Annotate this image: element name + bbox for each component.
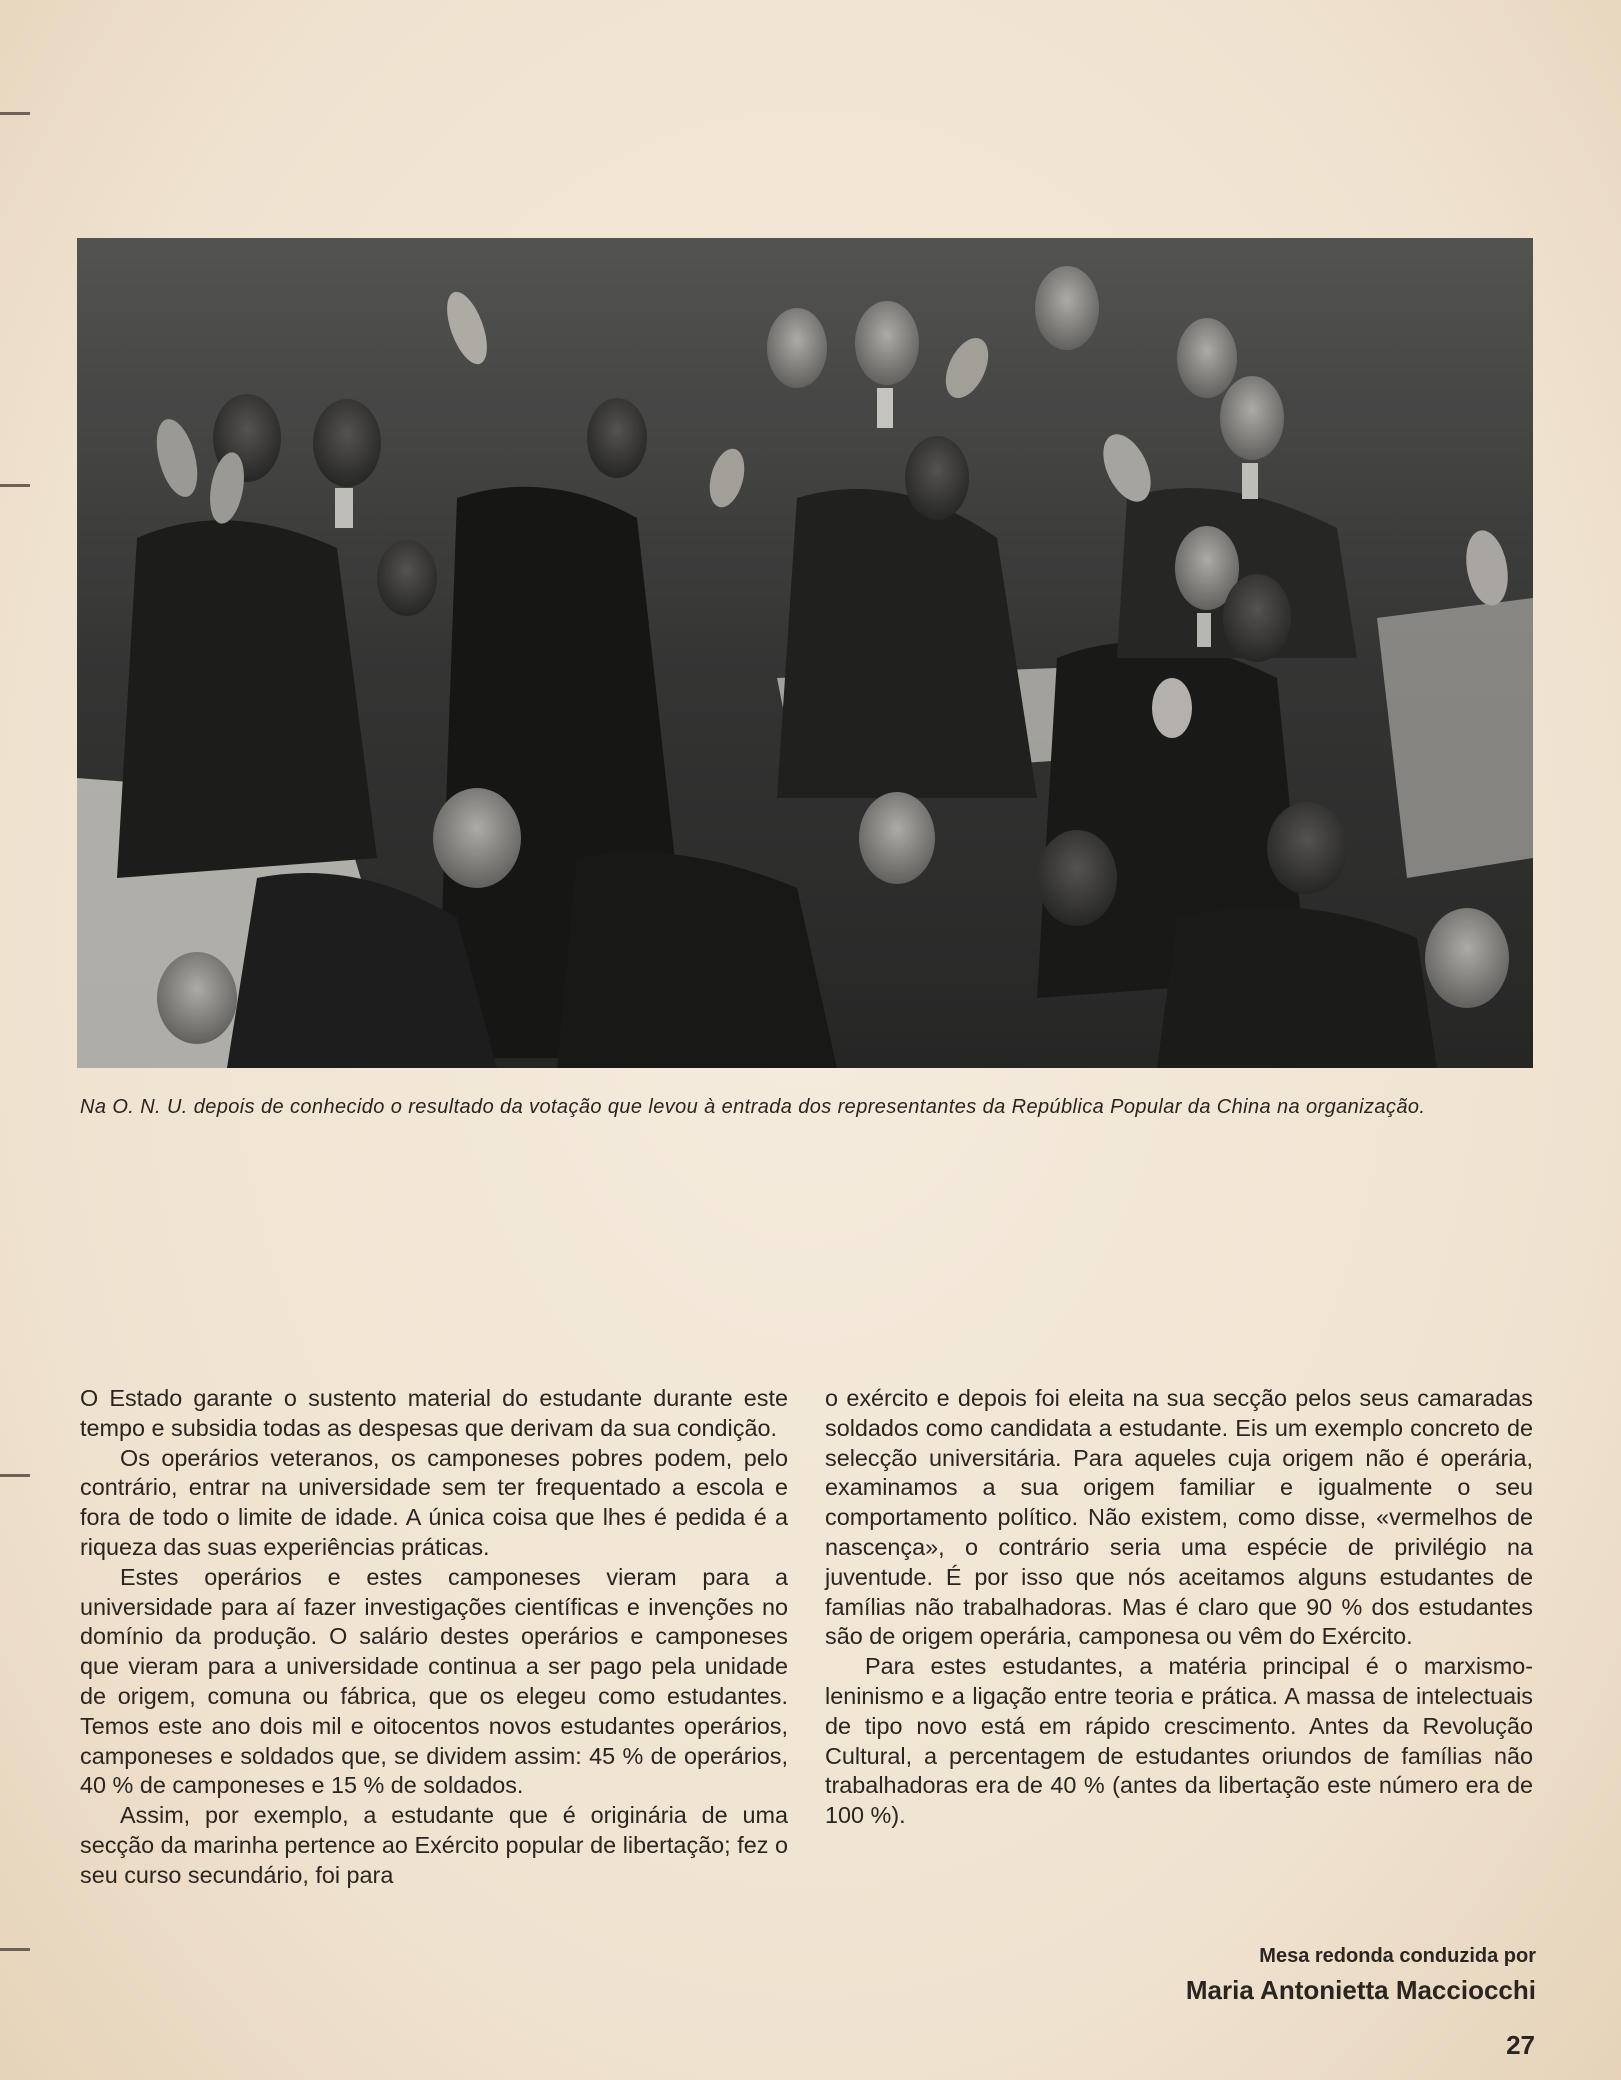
paragraph: Assim, por exemplo, a estudante que é originária de uma secção da marinha pertence ao Exército popular de libertação; fez o seu curso secundário, foi para — [80, 1802, 788, 1888]
punch-mark — [0, 1948, 30, 1951]
paragraph: O Estado garante o sustento material do estudante durante este tempo e subsidia todas as despesas que derivam da sua condição. — [80, 1385, 788, 1441]
news-photo — [77, 238, 1533, 1068]
signature-author: Maria Antonietta Macciocchi — [1185, 1975, 1536, 2005]
news-photo-graphic — [77, 238, 1533, 1068]
photo-caption: Na O. N. U. depois de conhecido o resultado da votação que levou à entrada dos representantes da República Popular da China na organização. — [80, 1096, 1426, 1118]
paragraph: Para estes estudantes, a matéria principal é o marxismo-leninismo e a ligação entre teoria e prática. A massa de intelectuais de tipo novo está em rápido crescimento. Antes da Revolução Cultural, a percentagem de estudantes oriundos de famílias não trabalhadoras era de 40 % (antes da libertação este número era de 100 %). — [825, 1653, 1533, 1829]
punch-mark — [0, 1474, 30, 1477]
punch-mark — [0, 484, 30, 487]
paragraph: o exército e depois foi eleita na sua secção pelos seus camaradas soldados como candidata a estudante. Eis um exemplo concreto de selecção universitária. Para aqueles cuja origem não é operária, examinamos a sua origem familiar e igualmente o seu comportamento político. Não existem, como disse, «vermelhos de nascença», o contrário seria uma espécie de privilégio na juventude. É por isso que nós aceitamos alguns estudantes de famílias não trabalhadoras. Mas é claro que 90 % dos estudantes são de origem operária, camponesa ou vêm do Exército. — [825, 1385, 1533, 1650]
paragraph: Estes operários e estes camponeses vieram para a universidade para aí fazer investigações científicas e invenções no domínio da produção. O salário destes operários e camponeses que vieram para a universidade continua a ser pago pela unidade de origem, comuna ou fábrica, que os elegeu como estudantes. Temos este ano dois mil e oitocentos novos estudantes operários, camponeses e soldados que, se dividem assim: 45 % de operários, 40 % de camponeses e 15 % de soldados. — [80, 1563, 788, 1799]
article-column-left — [80, 1384, 788, 1891]
punch-mark — [0, 112, 30, 115]
signature-credit: Mesa redonda conduzida por — [1259, 1945, 1536, 1967]
article-column-right — [825, 1384, 1533, 1831]
paragraph: Os operários veteranos, os camponeses pobres podem, pelo contrário, entrar na universidade sem ter frequentado a escola e fora de todo o limite de idade. A única coisa que lhes é pedida é a riqueza das suas experiências práticas. — [80, 1444, 788, 1560]
page-number: 27 — [1506, 2030, 1535, 2060]
